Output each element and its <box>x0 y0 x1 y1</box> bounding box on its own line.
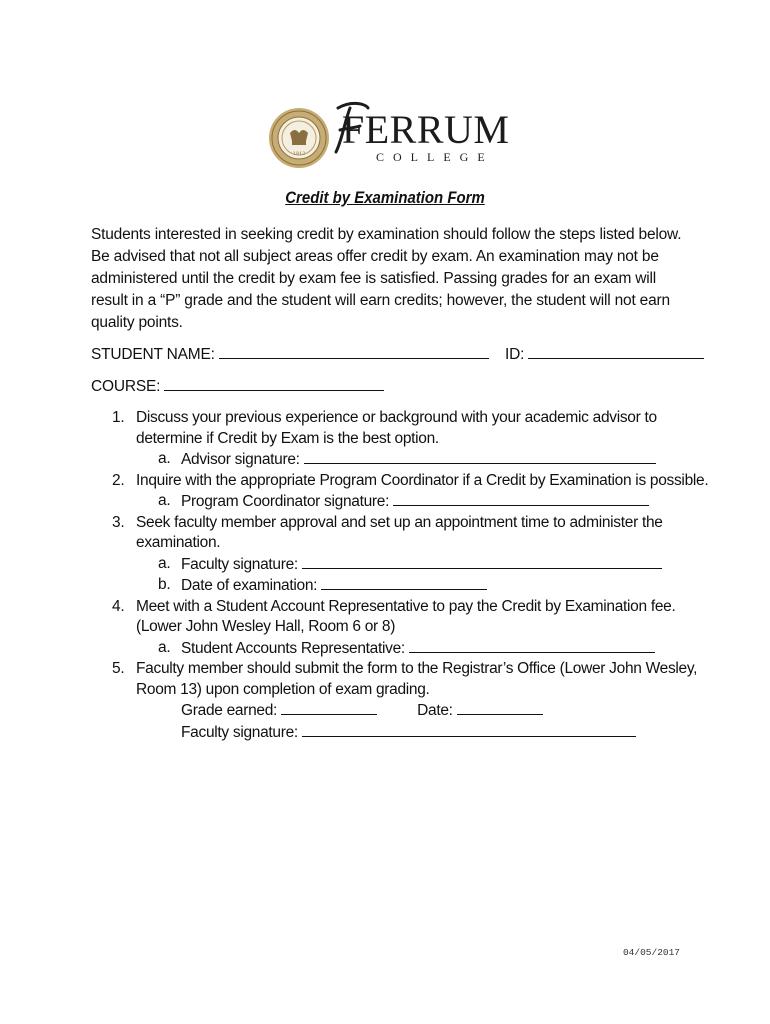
step-number: 1. <box>112 409 125 426</box>
date-blank[interactable] <box>457 700 543 715</box>
grade-date-row <box>91 700 711 722</box>
accounts-rep-label: Student Accounts Representative: <box>181 639 405 657</box>
id-blank[interactable] <box>528 344 704 359</box>
sub-letter: a. <box>158 450 171 467</box>
step-text: Faculty member should submit the form to the Registrar’s Office (Lower John Wesley, Room 13) upon completion of exam grading. <box>136 660 698 698</box>
sub-item <box>91 554 711 576</box>
sub-letter: a. <box>158 554 171 572</box>
step-item <box>91 659 711 700</box>
college-logo <box>266 100 510 178</box>
student-name-label: STUDENT NAME: <box>91 346 215 363</box>
id-label: ID: <box>505 346 525 363</box>
sub-letter: a. <box>158 492 171 509</box>
exam-date-label: Date of examination: <box>181 577 318 594</box>
faculty-signature-label: Faculty signature: <box>181 555 298 573</box>
grade-earned-label: Grade earned: <box>181 702 278 719</box>
course-label: COURSE: <box>91 378 161 395</box>
sub-item <box>91 575 711 597</box>
step-number: 2. <box>112 471 125 489</box>
sub-item <box>91 449 711 471</box>
logo-name: FERRUM <box>342 107 510 152</box>
student-name-blank[interactable] <box>219 344 489 359</box>
step-number: 5. <box>112 660 125 677</box>
accounts-rep-blank[interactable] <box>409 638 655 653</box>
faculty-signature-blank[interactable] <box>302 554 662 569</box>
college-wordmark <box>336 100 510 178</box>
logo-subtitle: COLLEGE <box>376 150 494 164</box>
exam-date-blank[interactable] <box>321 575 487 590</box>
step-text: Discuss your previous experience or background with your academic advisor to determine if Credit by Exam is the best option. <box>136 409 657 447</box>
step-item <box>91 513 711 554</box>
advisor-signature-label: Advisor signature: <box>181 451 300 468</box>
step-item <box>91 597 711 638</box>
intro-paragraph: Students interested in seeking credit by examination should follow the steps listed below. Be advised that not all subject areas offer credit by exam. An examination may not be administered until the credit by exam fee is satisfied. Passing grades for an exam will result in a “P” grade and the student will earn credits; however, the student will not earn quality points. <box>91 226 682 331</box>
step-number: 3. <box>112 513 125 531</box>
step-text: Seek faculty member approval and set up an appointment time to administer the examination. <box>136 513 663 551</box>
date-label: Date: <box>417 702 453 719</box>
step-text: Meet with a Student Account Representative to pay the Credit by Examination fee. (Lower John Wesley Hall, Room 6 or 8) <box>136 597 676 635</box>
final-faculty-signature-label: Faculty signature: <box>181 723 298 741</box>
step-item <box>91 471 711 492</box>
final-faculty-signature-row <box>91 722 711 744</box>
sub-item <box>91 638 711 660</box>
final-faculty-signature-blank[interactable] <box>302 722 636 737</box>
advisor-signature-blank[interactable] <box>304 449 656 464</box>
svg-text:1913: 1913 <box>292 151 306 157</box>
form-title: Credit by Examination Form <box>285 188 485 207</box>
sub-letter: a. <box>158 638 171 656</box>
coordinator-signature-blank[interactable] <box>393 491 649 506</box>
sub-item <box>91 491 711 513</box>
step-item <box>91 408 711 449</box>
step-text: Inquire with the appropriate Program Coordinator if a Credit by Examination is possible. <box>136 471 709 489</box>
college-seal-icon <box>268 107 330 169</box>
sub-letter: b. <box>158 576 171 593</box>
grade-earned-blank[interactable] <box>281 700 377 715</box>
step-number: 4. <box>112 597 125 615</box>
student-name-row <box>91 344 704 364</box>
course-blank[interactable] <box>164 376 384 391</box>
footer-date: 04/05/2017 <box>622 947 680 958</box>
steps-list <box>91 408 711 743</box>
course-row <box>91 376 384 396</box>
coordinator-signature-label: Program Coordinator signature: <box>181 493 390 510</box>
